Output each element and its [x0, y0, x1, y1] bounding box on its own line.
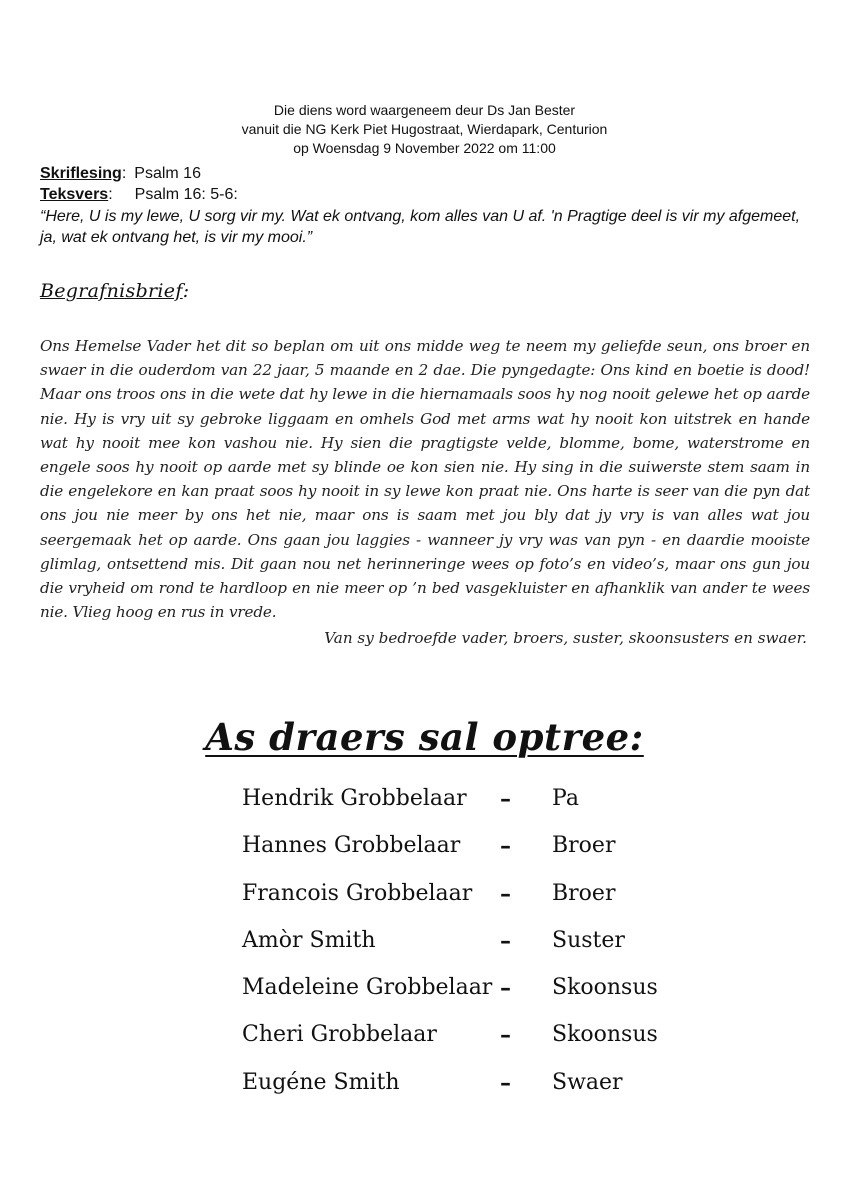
- bearer-name: Francois Grobbelaar: [242, 880, 473, 906]
- service-header: [0, 101, 849, 158]
- bearer-dash: –: [500, 975, 511, 1002]
- bearer-name: Hendrik Grobbelaar: [242, 786, 467, 811]
- bearer-name: Madeleine Grobbelaar: [242, 975, 493, 1001]
- bearer-row: [242, 969, 682, 1016]
- bearer-name: Amòr Smith: [242, 927, 376, 953]
- text-verse-value: Psalm 16: 5-6:: [134, 186, 238, 203]
- bearer-role: Skoonsus: [552, 1022, 658, 1048]
- text-verse-label: Teksvers: [40, 186, 109, 203]
- bearer-dash: –: [500, 786, 511, 812]
- letter-body: Ons Hemelse Vader het dit so beplan om uit ons midde weg te neem my geliefde seun, ons broer en swaer in die ouderdom van 22 jaar, 5 maande en 2 dae. Die pyngedagte: Ons kind en boetie is dood! Maar ons troos ons in die wete dat hy lewe in die hiernamaals soos hy nog nooit gelewe het op aarde nie. Hy is vry uit sy gebroke liggaam en omhels God met arms wat hy nooit kon uitstrek en hande wat hy nooit mee kon vashou nie. Hy sien die pragtigste velde, blomme, bome, waterstrome en engele soos hy nooit op aarde met sy blinde oe kon sien nie. Hy sing in die suiwerste stem saam in die engelekore en kan praat soos hy nooit in sy lewe kon praat nie. Ons harte is seer van die pyn dat ons jou nie meer by ons het nie, maar ons is saam met jou bly dat jy vry is van alles wat jou seergemaak het op aarde. Ons gaan jou laggies - wanneer jy vry was van pyn - en daardie mooiste glimlag, ontsettend mis. Dit gaan nou net herinneringe wees op foto’s en video’s, maar ons gun jou die vryheid om rond te hardloop en nie meer op ’n bed vasgekluister en afhanklik van ander te wees nie. Vlieg hoog en rus in vrede.: [40, 337, 810, 622]
- bearer-name: Cheri Grobbelaar: [242, 1022, 437, 1048]
- bearer-role: Broer: [552, 880, 616, 906]
- bearers-list: [242, 780, 682, 1111]
- bearer-row: [242, 1064, 682, 1111]
- officiant-line: Die diens word waargeneem deur Ds Jan Bester: [273, 102, 576, 118]
- bearer-row: [242, 780, 682, 827]
- letter-heading: Begrafnisbrief:: [40, 280, 190, 302]
- date-line: op Woensdag 9 November 2022 om 11:00: [293, 140, 556, 156]
- bearer-role: Suster: [552, 927, 625, 953]
- scripture-row: Skriflesing: Psalm 16: [40, 165, 201, 182]
- venue-line: vanuit die NG Kerk Piet Hugostraat, Wierdapark, Centurion: [241, 121, 608, 137]
- bearer-dash: –: [500, 833, 511, 860]
- bearers-title: As draers sal optree:: [205, 715, 644, 759]
- scripture-label: Skriflesing: [40, 165, 122, 182]
- bearer-dash: –: [500, 880, 511, 907]
- bearer-role: Skoonsus: [552, 975, 658, 1001]
- letter-title: Begrafnisbrief: [40, 280, 183, 302]
- bearer-row: [242, 827, 682, 874]
- bearer-role: Broer: [552, 833, 616, 859]
- bearer-dash: –: [500, 1022, 511, 1049]
- bearers-heading: [0, 715, 849, 759]
- verse-quote: “Here, U is my lewe, U sorg vir my. Wat ek ontvang, kom alles van U af. 'n Pragtige deel is vir my afgemeet, ja, wat ek ontvang het, is vir my mooi.”: [40, 208, 801, 246]
- scripture-value: Psalm 16: [134, 165, 201, 182]
- scripture-section: [40, 163, 820, 248]
- bearer-dash: –: [500, 1069, 511, 1096]
- letter-signoff: Van sy bedroefde vader, broers, suster, skoonsusters en swaer.: [324, 629, 807, 647]
- bearer-dash: –: [500, 927, 511, 954]
- bearer-row: [242, 875, 682, 922]
- bearer-name: Eugéne Smith: [242, 1069, 400, 1095]
- text-verse-row: Teksvers: Psalm 16: 5-6:: [40, 186, 238, 203]
- bearer-name: Hannes Grobbelaar: [242, 833, 461, 859]
- bearer-row: [242, 922, 682, 969]
- bearer-role: Pa: [552, 786, 579, 811]
- bearer-row: [242, 1016, 682, 1063]
- bearer-role: Swaer: [552, 1069, 623, 1095]
